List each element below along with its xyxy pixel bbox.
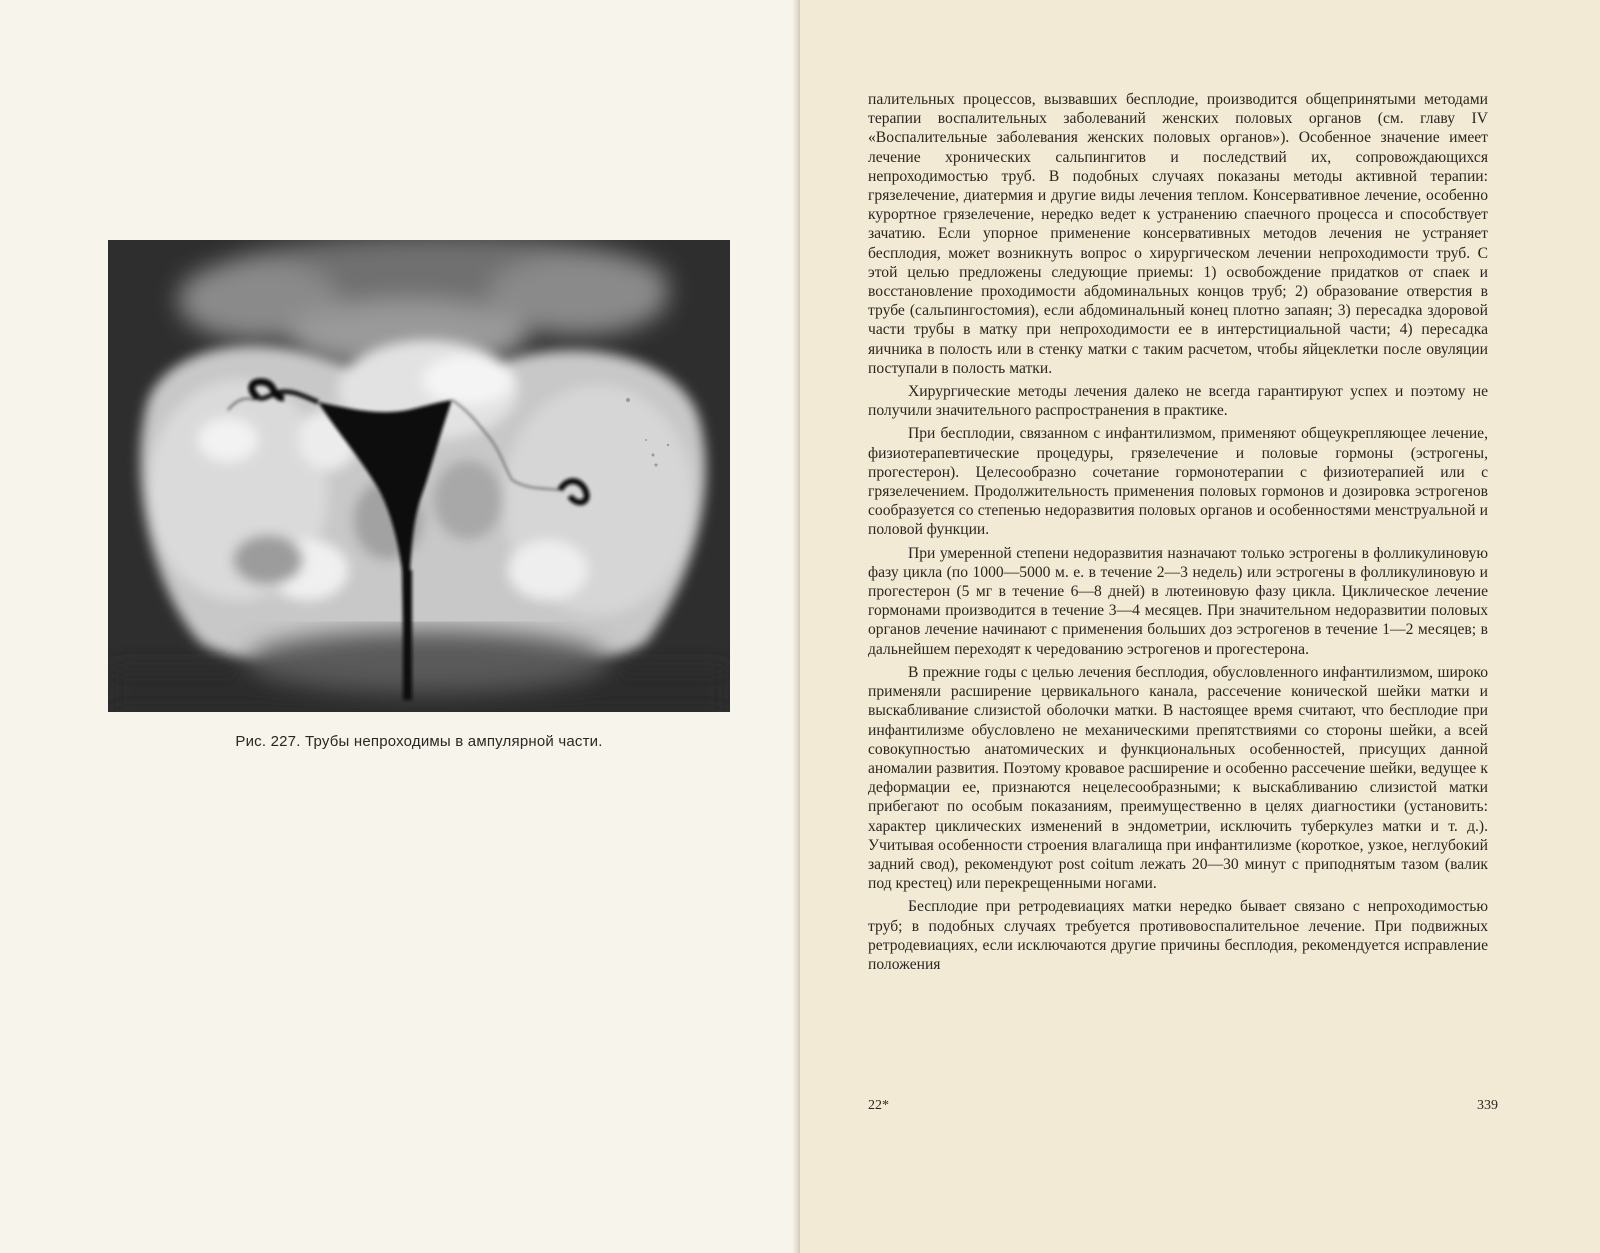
signature-mark: 22*: [868, 1098, 889, 1113]
xray-image: [108, 240, 730, 712]
paragraph-6: Бесплодие при ретродевиациях матки нередко бывает связано с непроходимостью труб; в подобных случаях требуется противовоспалительное лечение. При подвижных ретродевиациях, если исключаются другие причины бесплодия, рекомендуется исправление положения: [868, 898, 1488, 973]
page-number: 339: [1477, 1098, 1498, 1113]
xray-figure: [108, 240, 730, 712]
paragraph-1: палительных процессов, вызвавших бесплодие, производится общепринятыми методами терапии воспалительных заболеваний женских половых органов (см. главу IV «Воспалительные заболевания женских половых органов»). Особенное значение имеет лечение хронических сальпингитов и последствий их, сопровождающихся непроходимостью труб. В подобных случаях показаны методы активной терапии: грязелечение, диатермия и другие виды лечения теплом. Консервативное лечение, особенно курортное грязелечение, нередко ведет к устранению спаечного процесса и способствует зачатию. Если упорное применение консервативных методов лечения не устраняет бесплодия, может возникнуть вопрос о хирургическом лечении непроходимости труб. С этой целью предложены следующие приемы: 1) освобождение придатков от спаек и восстановление проходимости абдоминальных концов труб; 2) образование отверстия в трубе (сальпингостомия), если абдоминальный конец плотно запаян; 3) пересадка здоровой части трубы в матку при непроходимости ее в интерстициальной части; 4) пересадка яичника в полость или в стенку матки с таким расчетом, чтобы яйцеклетки после овуляции поступали в полость матки.: [868, 91, 1488, 377]
body-text: [868, 90, 1488, 978]
paragraph-3: При бесплодии, связанном с инфантилизмом, применяют общеукрепляющее лечение, физиотерапевтические процедуры, грязелечение и половые гормоны (эстрогены, прогестерон). Целесообразно сочетание гормонотерапии с физиотерапией или с грязелечением. Продолжительность применения половых гормонов и дозировка эстрогенов сообразуется со степенью недоразвития половых органов и особенностями менструальной и половой функции.: [868, 425, 1488, 539]
paragraph-2: Хирургические методы лечения далеко не всегда гарантируют успех и поэтому не получили значительного распространения в практике.: [868, 383, 1488, 420]
left-page: [0, 0, 798, 1253]
paragraph-4: При умеренной степени недоразвития назначают только эстрогены в фолликулиновую фазу цикла (по 1000—5000 м. е. в течение 2—3 недель) или эстрогены в фолликулиновую и прогестерон (5 мг в течение 6—8 дней) в лютеиновую фазу цикла. Циклическое лечение гормонами производится в течение 3—4 месяцев. При значительном недоразвитии половых органов лечение начинают с применения больших доз эстрогенов в течение 1—2 месяцев; в дальнейшем переходят к чередованию эстрогенов и прогестерона.: [868, 544, 1488, 658]
figure-caption: Рис. 227. Трубы непроходимы в ампулярной части.: [235, 733, 603, 750]
paragraph-5: В прежние годы с целью лечения бесплодия, обусловленного инфантилизмом, широко применяли расширение цервикального канала, рассечение конической шейки матки и выскабливание слизистой оболочки матки. В настоящее время считают, что бесплодие при инфантилизме обусловлено не механическими препятствиями со стороны шейки, а всей совокупностью анатомических и функциональных особенностей, присущих данной аномалии развития. Поэтому кровавое расширение и особенно рассечение шейки, ведущее к деформации ее, признаются нецелесообразными; к выскабливанию слизистой матки прибегают по особым показаниям, преимущественно в целях диагностики (установить: характер циклических изменений в эндометрии, исключить туберкулез матки и т. д.). Учитывая особенности строения влагалища при инфантилизме (короткое, узкое, неглубокий задний свод), рекомендуют post coitum лежать 20—30 минут с приподнятым тазом (валик под крестец) или перекрещенными ногами.: [868, 663, 1488, 893]
